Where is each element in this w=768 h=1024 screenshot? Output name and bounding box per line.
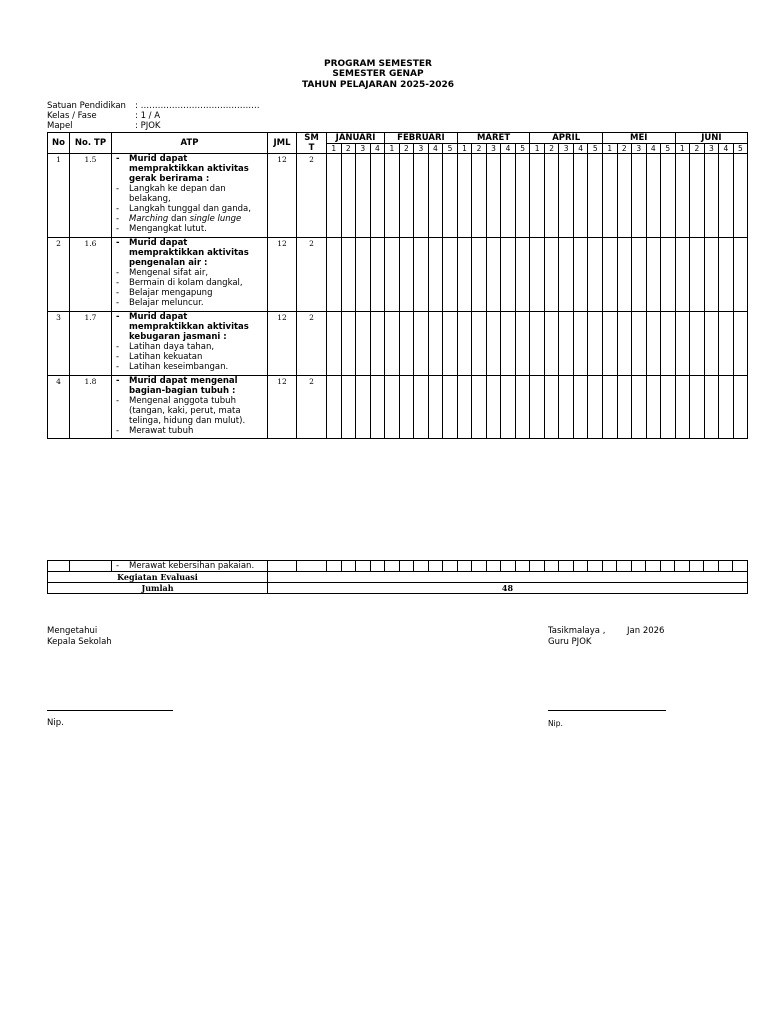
week-cell [501, 376, 516, 439]
week-cell [733, 312, 748, 376]
week-cell [718, 561, 733, 572]
row-no: 4 [48, 376, 70, 439]
header-no: No [48, 133, 70, 154]
week-cell [588, 238, 603, 312]
week-cell [356, 312, 371, 376]
week-cell [370, 561, 385, 572]
week-cell [370, 312, 385, 376]
week-cell [443, 561, 458, 572]
week-number: 4 [719, 144, 734, 154]
week-number: 2 [690, 144, 705, 154]
week-number: 1 [530, 144, 545, 154]
week-cell [341, 238, 356, 312]
week-cell [414, 154, 429, 238]
row-jml: 12 [268, 238, 297, 312]
week-cell [544, 154, 559, 238]
week-cell [501, 561, 516, 572]
week-cell [719, 376, 734, 439]
week-cell [573, 376, 588, 439]
meta-mapel [47, 121, 160, 132]
program-semester-table [47, 132, 748, 439]
week-cell [675, 312, 690, 376]
week-number: 5 [733, 144, 748, 154]
atp-item: - Merawat tubuh [114, 426, 265, 436]
sig-left-nip: Nip. [47, 718, 64, 728]
month-februari: FEBRUARI [385, 133, 458, 144]
header-row [48, 133, 748, 144]
meta-value: : 1 / A [135, 111, 161, 121]
week-cell [704, 312, 719, 376]
atp-item: - Latihan kekuatan [114, 352, 265, 362]
atp-item: - Bermain di kolam dangkal, [114, 278, 265, 288]
week-cell [515, 238, 530, 312]
sig-right-line1: Tasikmalaya , Jan 2026 [548, 626, 665, 636]
table-row [48, 154, 748, 238]
week-cell [733, 376, 748, 439]
week-cell [472, 238, 487, 312]
week-cell [515, 154, 530, 238]
week-cell [675, 154, 690, 238]
week-cell [559, 238, 574, 312]
row-smt: 2 [297, 238, 327, 312]
week-cell [632, 312, 647, 376]
week-cell [632, 154, 647, 238]
week-cell [617, 154, 632, 238]
atp-item: - Belajar mengapung [114, 288, 265, 298]
atp-title: - Murid dapat mempraktikkan aktivitas gerak berirama : [114, 154, 265, 184]
week-cell [486, 376, 501, 439]
continuation-table [47, 560, 748, 594]
week-number: 1 [385, 144, 400, 154]
meta-value: : PJOK [135, 121, 161, 131]
month-maret: MARET [457, 133, 530, 144]
header-no-tp: No. TP [70, 133, 112, 154]
sig-right-line [548, 710, 666, 711]
atp-item: - Merawat kebersihan pakaian. [114, 561, 265, 571]
week-cell [428, 312, 443, 376]
week-cell [544, 561, 559, 572]
week-cell [443, 376, 458, 439]
week-number: 3 [704, 144, 719, 154]
week-cell [443, 312, 458, 376]
week-cell [428, 561, 443, 572]
evaluasi-empty [268, 572, 748, 583]
week-cell [559, 376, 574, 439]
week-cell [414, 312, 429, 376]
week-cell [472, 312, 487, 376]
atp-title: - Murid dapat mempraktikkan aktivitas pengenalan air : [114, 238, 265, 268]
atp-item: - Mengangkat lutut. [114, 224, 265, 234]
week-cell [632, 238, 647, 312]
week-cell [428, 154, 443, 238]
week-cell [356, 376, 371, 439]
row-atp [112, 238, 268, 312]
atp-item: - Langkah ke depan dan belakang, [114, 184, 265, 204]
week-cell [530, 312, 545, 376]
row-smt: 2 [297, 154, 327, 238]
atp-item: - Latihan daya tahan, [114, 342, 265, 352]
meta-value: : …………………………………… [135, 101, 260, 111]
meta-key: Mapel [47, 121, 73, 131]
week-cell [399, 561, 414, 572]
week-cell [341, 376, 356, 439]
week-cell [501, 312, 516, 376]
week-cell [414, 238, 429, 312]
cont-no [48, 561, 70, 572]
week-cell [385, 561, 400, 572]
sig-left-line [47, 710, 173, 711]
row-atp [112, 376, 268, 439]
week-cell [370, 376, 385, 439]
week-cell [341, 312, 356, 376]
table-row [48, 376, 748, 439]
week-cell [617, 376, 632, 439]
week-cell [704, 376, 719, 439]
week-cell [399, 376, 414, 439]
atp-item: - Mengenal anggota tubuh (tangan, kaki, perut, mata telinga, hidung dan mulut). [114, 396, 265, 426]
week-cell [588, 561, 603, 572]
week-cell [530, 238, 545, 312]
sig-right-nip: Nip. [548, 719, 563, 728]
week-cell [704, 238, 719, 312]
week-cell [414, 376, 429, 439]
week-cell [399, 312, 414, 376]
row-no: 2 [48, 238, 70, 312]
week-number: 4 [501, 144, 516, 154]
atp-item: - Mengenal sifat air, [114, 268, 265, 278]
week-cell [602, 312, 617, 376]
table-row [48, 238, 748, 312]
jumlah-value: 48 [268, 583, 748, 594]
week-cell [472, 154, 487, 238]
continued-row [48, 561, 748, 572]
week-cell [660, 561, 675, 572]
row-tp: 1.5 [70, 154, 112, 238]
week-cell [661, 154, 676, 238]
week-cell [443, 238, 458, 312]
cont-atp [112, 561, 268, 572]
week-number: 2 [544, 144, 559, 154]
evaluasi-row [48, 572, 748, 583]
week-number: 1 [457, 144, 472, 154]
week-cell [472, 376, 487, 439]
month-april: APRIL [530, 133, 603, 144]
header-jml: JML [268, 133, 297, 154]
week-cell [704, 561, 719, 572]
week-cell [370, 154, 385, 238]
sig-right-line2: Guru PJOK [548, 637, 592, 647]
week-number: 4 [573, 144, 588, 154]
week-cell [385, 312, 400, 376]
atp-list [114, 376, 265, 436]
header-atp: ATP [112, 133, 268, 154]
week-cell [632, 376, 647, 439]
week-cell [544, 376, 559, 439]
cont-tp [70, 561, 112, 572]
week-cell [559, 312, 574, 376]
week-cell [356, 154, 371, 238]
week-number: 4 [646, 144, 661, 154]
week-cell [399, 238, 414, 312]
week-cell [356, 561, 371, 572]
week-cell [486, 561, 501, 572]
week-number: 5 [515, 144, 530, 154]
week-number: 4 [370, 144, 385, 154]
week-number: 2 [341, 144, 356, 154]
week-cell [690, 154, 705, 238]
week-cell [661, 312, 676, 376]
week-cell [573, 312, 588, 376]
title-line-1: PROGRAM SEMESTER [324, 59, 432, 69]
week-cell [646, 376, 661, 439]
week-cell [486, 154, 501, 238]
header-smt: SM T [297, 133, 327, 154]
week-cell [457, 561, 472, 572]
week-number: 5 [661, 144, 676, 154]
week-cell [690, 376, 705, 439]
week-cell [530, 154, 545, 238]
sig-left-line2: Kepala Sekolah [47, 637, 112, 647]
week-number: 1 [675, 144, 690, 154]
week-cell [428, 376, 443, 439]
week-cell [602, 561, 617, 572]
week-cell [457, 376, 472, 439]
row-atp [112, 312, 268, 376]
week-number: 4 [428, 144, 443, 154]
table-row [48, 312, 748, 376]
week-number: 2 [617, 144, 632, 154]
atp-title: - Murid dapat mempraktikkan aktivitas kebugaran jasmani : [114, 312, 265, 342]
week-cell [573, 238, 588, 312]
week-cell [588, 376, 603, 439]
week-cell [661, 376, 676, 439]
jumlah-row [48, 583, 748, 594]
sig-left-line1: Mengetahui [47, 626, 98, 636]
week-number: 2 [472, 144, 487, 154]
week-cell [385, 238, 400, 312]
week-cell [414, 561, 429, 572]
week-cell [385, 154, 400, 238]
atp-list [114, 312, 265, 372]
month-juni: JUNI [675, 133, 748, 144]
week-cell [559, 154, 574, 238]
cont-smt [297, 561, 327, 572]
week-cell [719, 154, 734, 238]
week-cell [719, 312, 734, 376]
week-cell [690, 238, 705, 312]
meta-kelas [47, 111, 160, 122]
week-cell [719, 238, 734, 312]
row-tp: 1.7 [70, 312, 112, 376]
row-no: 1 [48, 154, 70, 238]
week-cell [646, 154, 661, 238]
week-cell [690, 312, 705, 376]
week-cell [443, 154, 458, 238]
week-cell [486, 312, 501, 376]
row-jml: 12 [268, 376, 297, 439]
week-cell [646, 238, 661, 312]
week-number: 3 [414, 144, 429, 154]
week-cell [617, 312, 632, 376]
title-line-2: SEMESTER GENAP [332, 69, 424, 79]
week-number: 3 [356, 144, 371, 154]
week-cell [675, 238, 690, 312]
week-cell [602, 376, 617, 439]
meta-satuan [47, 101, 260, 112]
row-tp: 1.8 [70, 376, 112, 439]
week-cell [573, 154, 588, 238]
week-cell [457, 238, 472, 312]
row-smt: 2 [297, 312, 327, 376]
week-cell [646, 312, 661, 376]
week-cell [515, 561, 530, 572]
week-cell [327, 561, 342, 572]
week-number: 1 [327, 144, 342, 154]
week-cell [472, 561, 487, 572]
week-cell [617, 561, 632, 572]
title-line-3: TAHUN PELAJARAN 2025-2026 [301, 80, 455, 90]
week-cell [501, 154, 516, 238]
week-cell [501, 238, 516, 312]
evaluasi-label: Kegiatan Evaluasi [48, 572, 268, 583]
week-number: 5 [588, 144, 603, 154]
row-smt: 2 [297, 376, 327, 439]
week-cell [486, 238, 501, 312]
week-cell [327, 376, 342, 439]
week-number: 3 [632, 144, 647, 154]
meta-key: Kelas / Fase [47, 111, 97, 121]
week-cell [457, 312, 472, 376]
week-cell [559, 561, 574, 572]
week-cell [327, 154, 342, 238]
row-no: 3 [48, 312, 70, 376]
row-jml: 12 [268, 312, 297, 376]
week-cell [544, 312, 559, 376]
row-atp [112, 154, 268, 238]
week-cell [704, 154, 719, 238]
jumlah-label: Jumlah [48, 583, 268, 594]
month-januari: JANUARI [327, 133, 385, 144]
atp-list [114, 154, 265, 234]
week-cell [385, 376, 400, 439]
week-cell [457, 154, 472, 238]
cont-jml [268, 561, 297, 572]
week-cell [617, 238, 632, 312]
week-cell [356, 238, 371, 312]
week-cell [573, 561, 588, 572]
week-cell [341, 154, 356, 238]
week-cell [530, 376, 545, 439]
week-cell [428, 238, 443, 312]
atp-list [114, 238, 265, 308]
week-cell [733, 238, 748, 312]
week-cell [588, 154, 603, 238]
row-tp: 1.6 [70, 238, 112, 312]
atp-item: - Belajar meluncur. [114, 298, 265, 308]
month-mei: MEI [602, 133, 675, 144]
atp-title: - Murid dapat mengenal bagian-bagian tubuh : [114, 376, 265, 396]
week-cell [675, 376, 690, 439]
week-number: 5 [443, 144, 458, 154]
meta-key: Satuan Pendidikan [47, 101, 126, 111]
atp-item: - Langkah tunggal dan ganda, [114, 204, 265, 214]
week-cell [530, 561, 545, 572]
atp-item: - Latihan keseimbangan. [114, 362, 265, 372]
week-number: 3 [559, 144, 574, 154]
week-cell [327, 312, 342, 376]
week-cell [689, 561, 704, 572]
week-cell [602, 238, 617, 312]
atp-list [114, 561, 265, 571]
week-cell [399, 154, 414, 238]
week-cell [370, 238, 385, 312]
week-number: 2 [399, 144, 414, 154]
week-cell [341, 561, 356, 572]
week-number: 1 [602, 144, 617, 154]
week-cell [515, 312, 530, 376]
atp-item: - Marching dan single lunge [114, 214, 265, 224]
week-cell [733, 561, 748, 572]
week-cell [327, 238, 342, 312]
week-cell [661, 238, 676, 312]
week-number: 3 [486, 144, 501, 154]
week-cell [631, 561, 646, 572]
week-cell [733, 154, 748, 238]
week-cell [544, 238, 559, 312]
row-jml: 12 [268, 154, 297, 238]
week-cell [602, 154, 617, 238]
week-cell [675, 561, 690, 572]
week-cell [588, 312, 603, 376]
week-cell [646, 561, 661, 572]
week-cell [515, 376, 530, 439]
